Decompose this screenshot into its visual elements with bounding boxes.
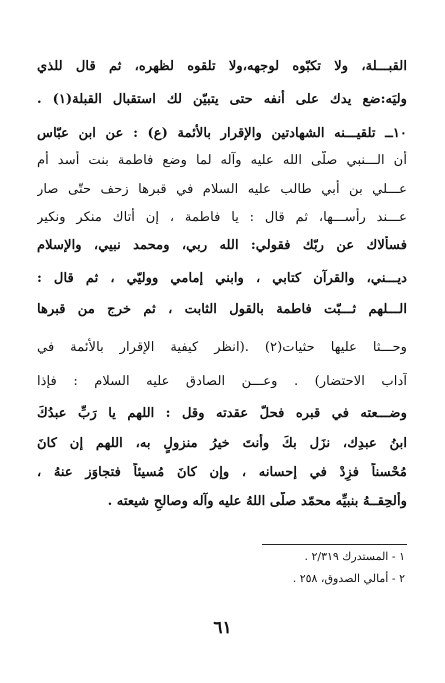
body-line-13: ابنُ عبدِك، نزَل بكَ وأنتَ خيرُ منزولٍ به، اللهم إن كانَ <box>37 436 407 451</box>
section-heading-line: ١٠ــ تلقيـــنه الشهادتين والإقرار بالأئمة (ع) : عن ابن عبّاس <box>37 126 407 141</box>
body-line-12: وضـــعته في قبره فحلّ عقدته وقل : اللهم يا رَبِّ عبدُكَ <box>37 406 407 421</box>
footnote-divider <box>262 544 407 545</box>
body-line-6: عـــند رأســـها، ثم قال : يا فاطمة ، إن أتاك منكر ونكير <box>37 210 407 225</box>
body-line-11: آداب الاحتضار) . وعـــن الصادق عليه السلام : فإذا <box>37 374 407 389</box>
footnote-2: ٢ - أمالي الصدوق، ٢٥٨ . <box>292 572 405 585</box>
body-line-4: أن الـــنبي صلّى الله عليه وآله لما وضع فاطمة بنت أسد أم <box>37 153 407 168</box>
body-line-8: ديـــني، والقرآن كتابي ، وابني إمامي ووليّي ، ثم قال : <box>37 271 407 286</box>
page-number: ٦١ <box>213 618 232 638</box>
footnote-1: ١ - المستدرك ٢/٣١٩ . <box>304 550 405 563</box>
body-line-5: عـــلي بن أبي طالب عليه السلام في قبرها زحف حتّى صار <box>37 182 407 197</box>
body-line-2: وليَه:ضع يدك على أنفه حتى يتبيّن لك استقبال القبلة(١) . <box>37 92 407 107</box>
body-line-7: فسألاك عن ربّك فقولي: الله ربي، ومحمد نبيي، والإسلام <box>37 238 407 253</box>
body-line-15: وأَلحِقــهُ بنبيِّه محمّد صلّى اللهُ عليه وآله وصالحِ شيعته . <box>107 494 407 509</box>
body-line-10: وحـــثا عليها حثيات(٢) .(انظر كيفية الإقرار بالأئمة في <box>37 340 407 355</box>
body-line-14: مُحْسناً فزِدْ في إحسانه ، وإن كانَ مُسيئاً فتجاوَز عنهُ ، <box>37 465 407 480</box>
body-line-1: القبـــلة، ولا تكبّوه لوجهه،ولا تلقوه لظهره، ثم قال للذي <box>37 59 407 74</box>
body-line-9: الـــلهم ثـــبّت فاطمة بالقول الثابت ، ثم خرج من قبرها <box>37 302 407 317</box>
